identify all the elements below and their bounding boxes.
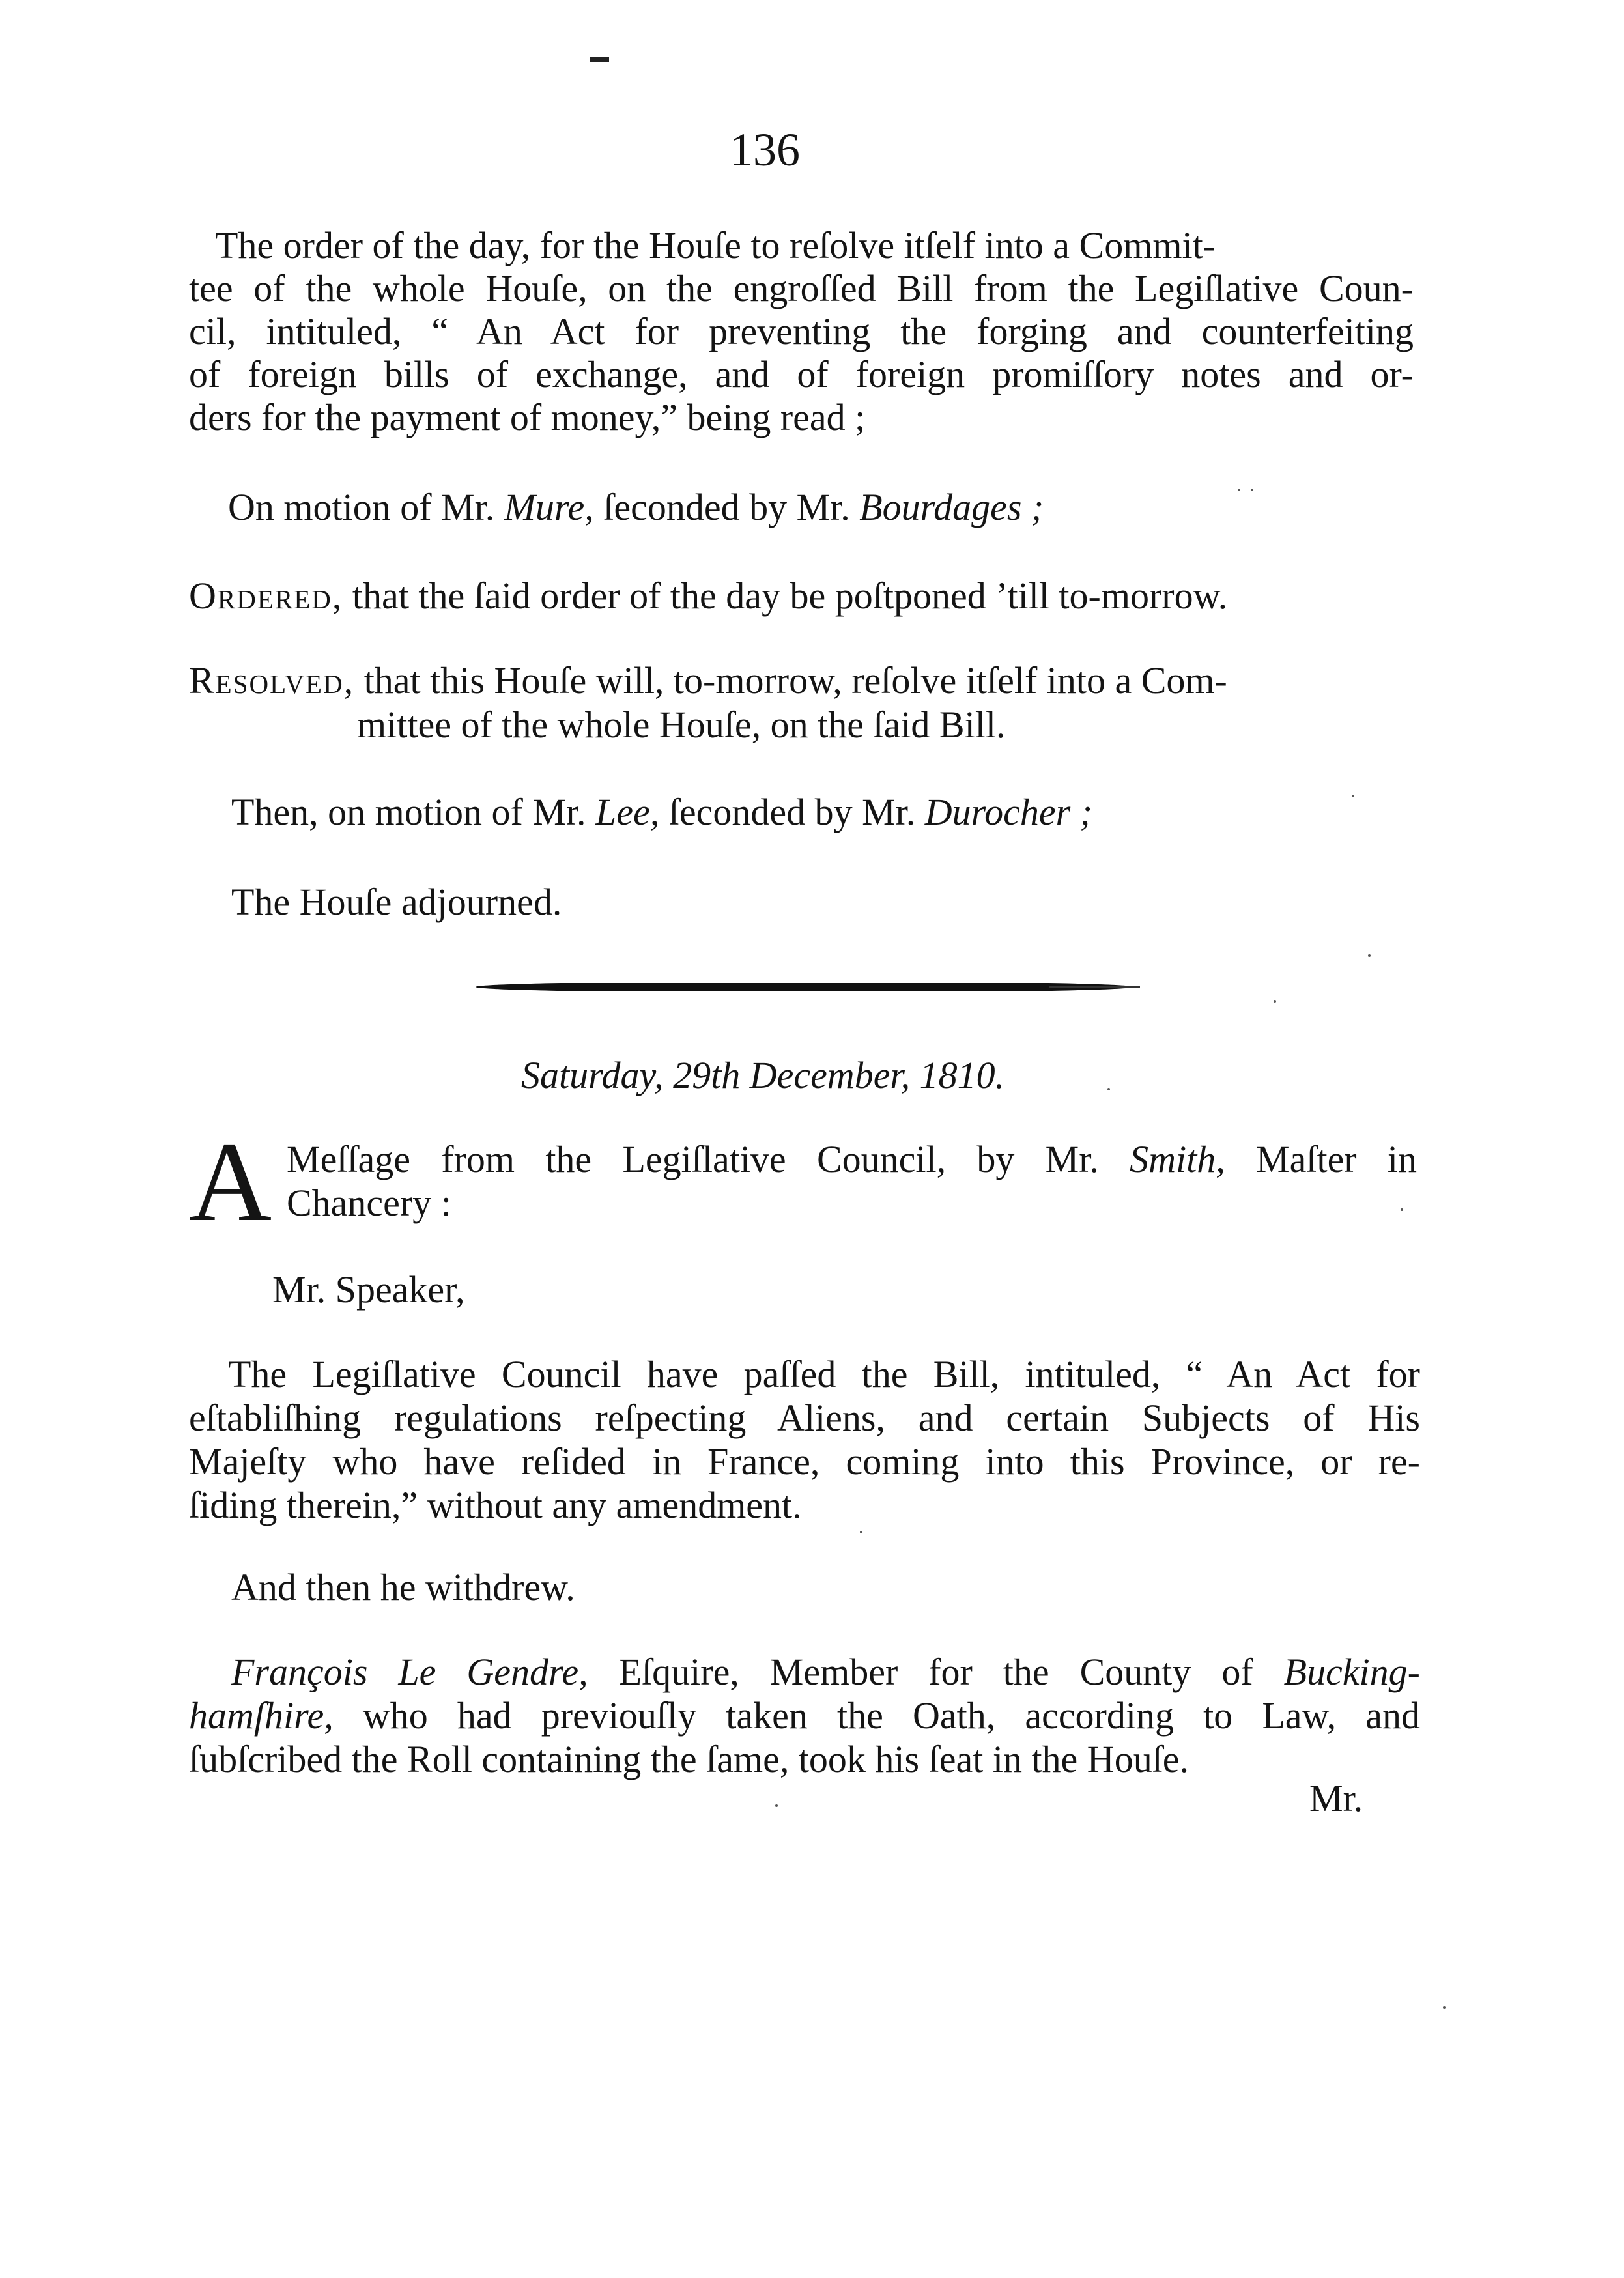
motion-line-1: [228, 485, 1044, 530]
paragraph-1-line-5: ders for the payment of money,” being read ;: [189, 396, 866, 438]
resolved-line-2: mittee of the whole Houſe, on the ſaid Bill.: [357, 704, 1006, 746]
print-speck: [1368, 954, 1371, 957]
messenger-name: Smith,: [1130, 1138, 1225, 1180]
paragraph-2-line-4: ſiding therein,” without any amendment.: [189, 1484, 802, 1526]
adjourned-line: The Houſe adjourned.: [231, 881, 562, 923]
member-name: François Le Gendre,: [231, 1651, 588, 1693]
drop-cap: A: [189, 1118, 272, 1246]
message-line-2: Chancery :: [287, 1182, 451, 1224]
motion-seconded: ſeconded by Mr.: [593, 486, 860, 528]
motion-2-seconded: ſeconded by Mr.: [659, 791, 925, 833]
withdrew-line: And then he withdrew.: [231, 1566, 575, 1608]
paragraph-2-line-1: The Legiſlative Council have paſſed the Bill, intituled, “ An Act for: [228, 1353, 1420, 1395]
seconder-2-name: Durocher ;: [924, 791, 1092, 833]
motion-prefix: On motion of Mr.: [228, 486, 504, 528]
mover-name: Mure,: [504, 486, 594, 528]
resolved-text: that this Houſe will, to-morrow, reſolve itſelf into a Com-: [354, 659, 1227, 702]
page-number: 136: [730, 124, 800, 176]
county-name-part-2: hamſhire,: [189, 1694, 334, 1737]
paragraph-3-line-2-text: who had previouſly taken the Oath, according to Law, and: [333, 1694, 1420, 1737]
section-divider-rule: [476, 981, 1133, 993]
message-line-1: [287, 1137, 1417, 1182]
paragraph-3-line-1: [231, 1649, 1420, 1695]
ordered-line: [189, 573, 1227, 619]
message-prefix: Meſſage from the Legiſlative Council, by Mr.: [287, 1138, 1130, 1180]
print-speck: [1274, 1000, 1276, 1003]
print-speck: [1107, 1088, 1110, 1090]
speaker-salutation: Mr. Speaker,: [272, 1268, 465, 1311]
paragraph-1-line-4: of foreign bills of exchange, and of foreign promiſſory notes and or-: [189, 353, 1414, 395]
print-speck: [1443, 2006, 1446, 2009]
printed-mark: [590, 57, 609, 62]
resolved-label: Resolved,: [189, 659, 355, 702]
member-title: Eſquire, Member for the County of: [588, 1651, 1284, 1693]
print-speck: [775, 1804, 778, 1807]
ordered-label: Ordered,: [189, 575, 343, 617]
section-divider-rule-tail: [1049, 986, 1140, 988]
paragraph-1-line-1: The order of the day, for the Houſe to reſolve itſelf into a Commit-: [215, 224, 1216, 266]
paragraph-3-line-2: [189, 1693, 1420, 1739]
paragraph-1-line-3: cil, intituled, “ An Act for preventing the forging and counterfeiting: [189, 310, 1414, 352]
resolved-line-1: [189, 658, 1227, 704]
print-speck: [1401, 1208, 1403, 1211]
paragraph-2-line-2: eſtabliſhing regulations reſpecting Aliens, and certain Subjects of His: [189, 1397, 1420, 1439]
motion-line-2: [231, 790, 1092, 835]
paragraph-1-line-2: tee of the whole Houſe, on the engroſſed Bill from the Legiſlative Coun-: [189, 267, 1414, 309]
seconder-name: Bourdages ;: [859, 486, 1044, 528]
print-speck: [1251, 489, 1253, 491]
motion-2-prefix: Then, on motion of Mr.: [231, 791, 596, 833]
ordered-text: that the ſaid order of the day be poſtponed ’till to-morrow.: [343, 575, 1228, 617]
print-speck: [1352, 795, 1354, 797]
paragraph-2-line-3: Majeſty who have reſided in France, coming into this Province, or re-: [189, 1440, 1420, 1483]
print-speck: [1238, 489, 1240, 491]
date-heading: Saturday, 29th December, 1810.: [521, 1054, 1005, 1096]
county-name-part-1: Bucking-: [1283, 1651, 1420, 1693]
catchword: Mr.: [1309, 1777, 1363, 1819]
message-suffix: Maſter in: [1225, 1138, 1417, 1180]
print-speck: [860, 1531, 862, 1533]
mover-2-name: Lee,: [595, 791, 660, 833]
paragraph-3-line-3: ſubſcribed the Roll containing the ſame, took his ſeat in the Houſe.: [189, 1738, 1190, 1780]
